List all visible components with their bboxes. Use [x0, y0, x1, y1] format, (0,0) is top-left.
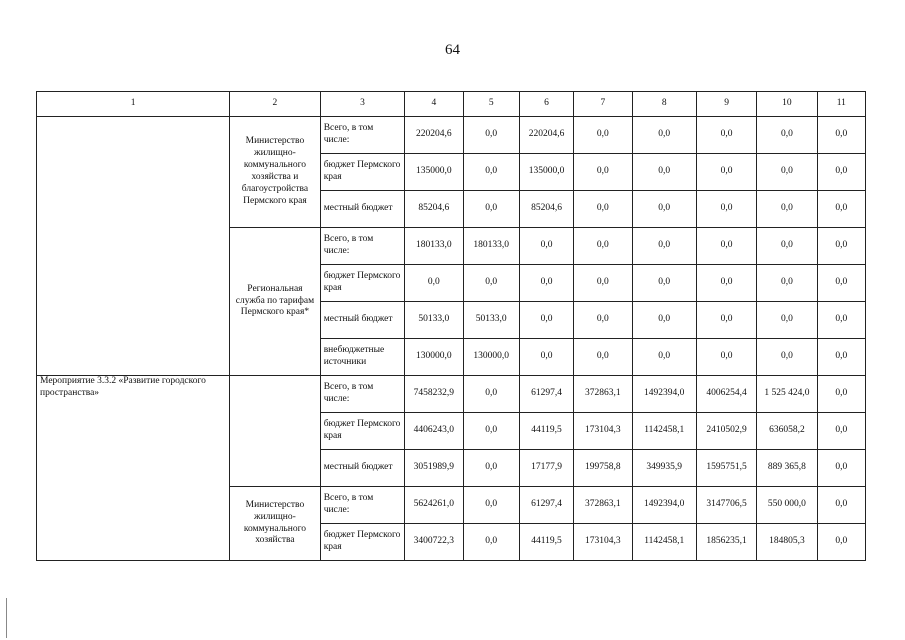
value-cell: 1492394,0 — [632, 487, 696, 524]
column-header: 4 — [405, 92, 463, 117]
value-cell: 0,0 — [817, 339, 865, 376]
value-cell: 199758,8 — [574, 450, 632, 487]
scan-edge-mark — [6, 598, 7, 638]
column-header: 8 — [632, 92, 696, 117]
column-header: 6 — [519, 92, 573, 117]
funding-source-cell: бюджет Пермского края — [320, 265, 405, 302]
funding-source-cell: местный бюджет — [320, 302, 405, 339]
value-cell: 0,0 — [463, 154, 519, 191]
value-cell: 0,0 — [817, 154, 865, 191]
value-cell: 372863,1 — [574, 487, 632, 524]
value-cell: 220204,6 — [405, 117, 463, 154]
value-cell: 50133,0 — [405, 302, 463, 339]
value-cell: 1595751,5 — [696, 450, 756, 487]
measure-cell — [37, 117, 230, 376]
budget-table — [36, 91, 866, 561]
value-cell: 0,0 — [632, 154, 696, 191]
table-body — [37, 117, 866, 561]
value-cell: 0,0 — [757, 117, 817, 154]
value-cell: 0,0 — [817, 450, 865, 487]
column-header: 10 — [757, 92, 817, 117]
value-cell: 0,0 — [463, 117, 519, 154]
value-cell: 0,0 — [519, 228, 573, 265]
funding-source-cell: бюджет Пермского края — [320, 154, 405, 191]
funding-source-cell: бюджет Пермского края — [320, 524, 405, 561]
value-cell: 0,0 — [519, 339, 573, 376]
value-cell: 0,0 — [463, 376, 519, 413]
value-cell: 5624261,0 — [405, 487, 463, 524]
value-cell: 0,0 — [757, 339, 817, 376]
value-cell: 0,0 — [757, 265, 817, 302]
funding-source-cell: Всего, в том числе: — [320, 117, 405, 154]
funding-source-cell: бюджет Пермского края — [320, 413, 405, 450]
value-cell: 0,0 — [463, 413, 519, 450]
column-header: 1 — [37, 92, 230, 117]
value-cell: 889 365,8 — [757, 450, 817, 487]
value-cell: 0,0 — [574, 117, 632, 154]
value-cell: 1 525 424,0 — [757, 376, 817, 413]
column-header: 9 — [696, 92, 756, 117]
value-cell: 44119,5 — [519, 413, 573, 450]
value-cell: 135000,0 — [405, 154, 463, 191]
value-cell: 0,0 — [696, 339, 756, 376]
value-cell: 0,0 — [463, 191, 519, 228]
value-cell: 0,0 — [817, 487, 865, 524]
value-cell: 180133,0 — [405, 228, 463, 265]
value-cell: 0,0 — [632, 339, 696, 376]
value-cell: 0,0 — [405, 265, 463, 302]
value-cell: 0,0 — [696, 191, 756, 228]
table-row — [37, 117, 866, 154]
value-cell: 0,0 — [574, 265, 632, 302]
value-cell: 0,0 — [817, 117, 865, 154]
value-cell: 0,0 — [519, 302, 573, 339]
value-cell: 0,0 — [696, 265, 756, 302]
value-cell: 7458232,9 — [405, 376, 463, 413]
value-cell: 3051989,9 — [405, 450, 463, 487]
value-cell: 0,0 — [574, 339, 632, 376]
measure-cell: Мероприятие 3.3.2 «Развитие городского пространства» — [37, 376, 230, 561]
value-cell: 0,0 — [696, 228, 756, 265]
value-cell: 0,0 — [817, 376, 865, 413]
value-cell: 85204,6 — [405, 191, 463, 228]
value-cell: 184805,3 — [757, 524, 817, 561]
value-cell: 0,0 — [817, 265, 865, 302]
column-header: 2 — [230, 92, 321, 117]
value-cell: 3147706,5 — [696, 487, 756, 524]
value-cell: 0,0 — [757, 302, 817, 339]
column-number-row — [37, 92, 866, 117]
value-cell: 0,0 — [696, 302, 756, 339]
value-cell: 4006254,4 — [696, 376, 756, 413]
table-header — [37, 92, 866, 117]
value-cell: 61297,4 — [519, 376, 573, 413]
value-cell: 1142458,1 — [632, 413, 696, 450]
value-cell: 0,0 — [696, 117, 756, 154]
value-cell: 636058,2 — [757, 413, 817, 450]
value-cell: 130000,0 — [405, 339, 463, 376]
executor-cell: Министерство жилищно-коммунального хозяйства и благоустройства Пермского края — [230, 117, 321, 228]
value-cell: 0,0 — [574, 302, 632, 339]
value-cell: 0,0 — [817, 228, 865, 265]
value-cell: 173104,3 — [574, 524, 632, 561]
value-cell: 0,0 — [632, 302, 696, 339]
executor-cell — [230, 376, 321, 487]
column-header: 11 — [817, 92, 865, 117]
value-cell: 85204,6 — [519, 191, 573, 228]
value-cell: 220204,6 — [519, 117, 573, 154]
value-cell: 135000,0 — [519, 154, 573, 191]
column-header: 7 — [574, 92, 632, 117]
value-cell: 0,0 — [817, 191, 865, 228]
funding-source-cell: Всего, в том числе: — [320, 376, 405, 413]
value-cell: 3400722,3 — [405, 524, 463, 561]
value-cell: 130000,0 — [463, 339, 519, 376]
value-cell: 0,0 — [463, 450, 519, 487]
value-cell: 17177,9 — [519, 450, 573, 487]
value-cell: 0,0 — [817, 302, 865, 339]
value-cell: 173104,3 — [574, 413, 632, 450]
value-cell: 61297,4 — [519, 487, 573, 524]
value-cell: 372863,1 — [574, 376, 632, 413]
funding-source-cell: местный бюджет — [320, 450, 405, 487]
value-cell: 0,0 — [574, 191, 632, 228]
executor-cell: Министерство жилищно-коммунального хозяйства — [230, 487, 321, 561]
value-cell: 0,0 — [817, 413, 865, 450]
value-cell: 0,0 — [696, 154, 756, 191]
value-cell: 349935,9 — [632, 450, 696, 487]
value-cell: 0,0 — [817, 524, 865, 561]
value-cell: 44119,5 — [519, 524, 573, 561]
executor-cell: Региональная служба по тарифам Пермского края* — [230, 228, 321, 376]
value-cell: 550 000,0 — [757, 487, 817, 524]
value-cell: 0,0 — [757, 154, 817, 191]
value-cell: 0,0 — [574, 228, 632, 265]
value-cell: 1856235,1 — [696, 524, 756, 561]
value-cell: 0,0 — [463, 487, 519, 524]
value-cell: 1142458,1 — [632, 524, 696, 561]
column-header: 5 — [463, 92, 519, 117]
value-cell: 0,0 — [632, 228, 696, 265]
value-cell: 0,0 — [632, 117, 696, 154]
funding-source-cell: внебюджетные источники — [320, 339, 405, 376]
value-cell: 0,0 — [574, 154, 632, 191]
value-cell: 4406243,0 — [405, 413, 463, 450]
funding-source-cell: Всего, в том числе: — [320, 228, 405, 265]
page-number: 64 — [445, 42, 460, 58]
value-cell: 0,0 — [632, 191, 696, 228]
value-cell: 0,0 — [519, 265, 573, 302]
value-cell: 180133,0 — [463, 228, 519, 265]
value-cell: 0,0 — [632, 265, 696, 302]
table-row — [37, 376, 866, 413]
value-cell: 1492394,0 — [632, 376, 696, 413]
value-cell: 0,0 — [757, 191, 817, 228]
value-cell: 0,0 — [757, 228, 817, 265]
funding-source-cell: местный бюджет — [320, 191, 405, 228]
value-cell: 0,0 — [463, 265, 519, 302]
column-header: 3 — [320, 92, 405, 117]
value-cell: 2410502,9 — [696, 413, 756, 450]
funding-source-cell: Всего, в том числе: — [320, 487, 405, 524]
value-cell: 50133,0 — [463, 302, 519, 339]
value-cell: 0,0 — [463, 524, 519, 561]
